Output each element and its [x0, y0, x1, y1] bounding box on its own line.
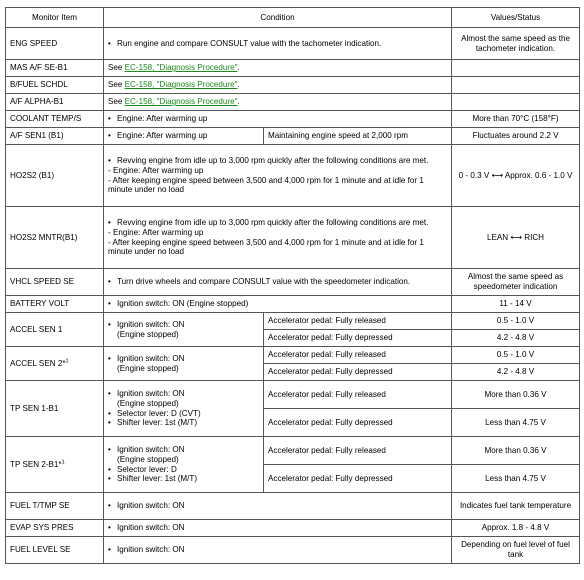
- value-cell: Almost the same speed as the tachometer indication.: [452, 28, 580, 60]
- value-cell: More than 70°C (158°F): [452, 111, 580, 128]
- table-row: [6, 537, 580, 564]
- monitor-item: TP SEN 2-B1*: [10, 459, 62, 469]
- value-cell: Fluctuates around 2.2 V: [452, 128, 580, 145]
- condition-text: • Selector lever: D (CVT): [108, 409, 259, 419]
- sub-condition-cell: Accelerator pedal: Fully released: [264, 313, 452, 330]
- condition-text: • Ignition switch: ON: [108, 389, 259, 399]
- value-cell: 4.2 - 4.8 V: [452, 364, 580, 381]
- sub-condition-cell: Accelerator pedal: Fully released: [264, 347, 452, 364]
- value-cell: 0.5 - 1.0 V: [452, 347, 580, 364]
- monitor-item: ACCEL SEN 2*: [10, 358, 66, 368]
- table-row: [6, 60, 580, 77]
- condition-text: • Ignition switch: ON: [108, 445, 259, 455]
- table-row: [6, 207, 580, 269]
- value-cell: Less than 4.75 V: [452, 409, 580, 437]
- period-text: .: [237, 80, 240, 90]
- table-row: [6, 111, 580, 128]
- table-row: [6, 381, 580, 409]
- condition-text: • Run engine and compare CONSULT value with the tachometer indication.: [108, 39, 447, 49]
- period-text: .: [237, 63, 240, 73]
- value-cell: [452, 94, 580, 111]
- value-cell: 0.5 - 1.0 V: [452, 313, 580, 330]
- condition-cell: [104, 296, 452, 313]
- condition-text: - After keeping engine speed between 3,500 and 4,000 rpm for 1 minute and at idle for 1 minute under no load: [108, 175, 424, 195]
- condition-cell: [104, 77, 452, 94]
- sub-condition-cell: Maintaining engine speed at 2,000 rpm: [264, 128, 452, 145]
- condition-cell: [104, 207, 452, 269]
- see-text: See: [108, 97, 125, 107]
- value-cell: Almost the same speed as speedometer indication: [452, 269, 580, 296]
- monitor-item: COOLANT TEMP/S: [6, 111, 104, 128]
- table-row: [6, 493, 580, 520]
- condition-text: • Engine: After warming up: [108, 131, 259, 141]
- monitor-item: MAS A/F SE-B1: [6, 60, 104, 77]
- condition-cell: [104, 493, 452, 520]
- condition-subtext: Engine: After warming up: [112, 165, 204, 175]
- condition-text: • Ignition switch: ON: [108, 545, 447, 555]
- footnote-mark: 1: [61, 458, 65, 465]
- monitor-item: ACCEL SEN 1: [6, 313, 104, 347]
- diagnosis-procedure-link[interactable]: EC-158, "Diagnosis Procedure": [124, 80, 238, 90]
- value-cell: Approx. 1.8 - 4.8 V: [452, 520, 580, 537]
- diagnosis-procedure-link[interactable]: EC-158, "Diagnosis Procedure": [124, 63, 238, 73]
- table-row: [6, 313, 580, 330]
- sub-condition-cell: Accelerator pedal: Fully depressed: [264, 364, 452, 381]
- table-row: [6, 520, 580, 537]
- condition-cell: [104, 437, 264, 493]
- condition-cell: [104, 28, 452, 60]
- condition-text: • Revving engine from idle up to 3,000 rpm quickly after the following conditions are met.: [108, 218, 447, 228]
- condition-subtext: After keeping engine speed between 3,500 and 4,000 rpm for 1 minute and at idle for 1 minute under no load: [108, 175, 424, 195]
- condition-subtext: (Engine stopped): [117, 398, 179, 408]
- value-cell: More than 0.36 V: [452, 437, 580, 465]
- condition-text: • Revving engine from idle up to 3,000 rpm quickly after the following conditions are met.: [108, 156, 447, 166]
- sub-condition-cell: Accelerator pedal: Fully depressed: [264, 409, 452, 437]
- value-cell: LEAN ⟷ RICH: [452, 207, 580, 269]
- condition-text: • Engine: After warming up: [108, 114, 447, 124]
- condition-text: • Turn drive wheels and compare CONSULT value with the speedometer indication.: [108, 277, 447, 287]
- condition-cell: [104, 347, 264, 381]
- condition-cell: [104, 60, 452, 77]
- table-row: [6, 77, 580, 94]
- condition-subtext: After keeping engine speed between 3,500 and 4,000 rpm for 1 minute and at idle for 1 minute under no load: [108, 237, 424, 257]
- monitor-item: B/FUEL SCHDL: [6, 77, 104, 94]
- condition-text: • Ignition switch: ON: [108, 354, 259, 364]
- condition-subtext: (Engine stopped): [117, 363, 179, 373]
- sub-condition-cell: Accelerator pedal: Fully depressed: [264, 465, 452, 493]
- condition-cell: [104, 145, 452, 207]
- diagnosis-procedure-link[interactable]: EC-158, "Diagnosis Procedure": [124, 97, 238, 107]
- condition-cell: [104, 537, 452, 564]
- value-cell: 4.2 - 4.8 V: [452, 330, 580, 347]
- condition-text: • Shifter lever: 1st (M/T): [108, 418, 259, 428]
- table-row: [6, 347, 580, 364]
- condition-text: • Selector lever: D: [108, 465, 259, 475]
- condition-cell: [104, 381, 264, 437]
- condition-cell: [104, 94, 452, 111]
- monitor-item: EVAP SYS PRES: [6, 520, 104, 537]
- condition-text: - Engine: After warming up: [108, 227, 204, 237]
- table-header-row: [6, 8, 580, 28]
- value-cell: Indicates fuel tank temperature: [452, 493, 580, 520]
- table-row: [6, 296, 580, 313]
- value-cell: [452, 60, 580, 77]
- table-row: [6, 28, 580, 60]
- monitor-item-cell: [6, 437, 104, 493]
- sub-condition-cell: Accelerator pedal: Fully depressed: [264, 330, 452, 347]
- condition-cell: [104, 520, 452, 537]
- sub-condition-cell: Accelerator pedal: Fully released: [264, 381, 452, 409]
- header-condition: Condition: [104, 8, 452, 28]
- condition-text: • Ignition switch: ON: [108, 501, 447, 511]
- value-cell: Depending on fuel level of fuel tank: [452, 537, 580, 564]
- condition-cell: [104, 313, 264, 347]
- header-values-status: Values/Status: [452, 8, 580, 28]
- value-cell: 11 - 14 V: [452, 296, 580, 313]
- condition-cell: [104, 128, 264, 145]
- see-text: See: [108, 80, 125, 90]
- monitor-item: TP SEN 1-B1: [6, 381, 104, 437]
- condition-text: - After keeping engine speed between 3,500 and 4,000 rpm for 1 minute and at idle for 1 minute under no load: [108, 237, 424, 257]
- monitor-item-table: [5, 7, 580, 564]
- monitor-item: BATTERY VOLT: [6, 296, 104, 313]
- table-row: [6, 269, 580, 296]
- condition-cell: [104, 111, 452, 128]
- condition-text: • Ignition switch: ON (Engine stopped): [108, 299, 447, 309]
- table-row: [6, 128, 580, 145]
- monitor-item: VHCL SPEED SE: [6, 269, 104, 296]
- monitor-item: HO2S2 MNTR(B1): [6, 207, 104, 269]
- monitor-item-cell: [6, 347, 104, 381]
- monitor-item: FUEL LEVEL SE: [6, 537, 104, 564]
- table-row: [6, 145, 580, 207]
- condition-text: • Ignition switch: ON: [108, 320, 259, 330]
- monitor-item: A/F ALPHA-B1: [6, 94, 104, 111]
- footnote-mark: 1: [65, 357, 69, 364]
- value-cell: [452, 77, 580, 94]
- sub-condition-cell: Accelerator pedal: Fully released: [264, 437, 452, 465]
- condition-text: • Shifter lever: 1st (M/T): [108, 474, 259, 484]
- condition-subtext: (Engine stopped): [117, 329, 179, 339]
- value-cell: Less than 4.75 V: [452, 465, 580, 493]
- monitor-item: HO2S2 (B1): [6, 145, 104, 207]
- see-text: See: [108, 63, 125, 73]
- condition-text: - Engine: After warming up: [108, 165, 204, 175]
- condition-subtext: (Engine stopped): [117, 454, 179, 464]
- value-cell: More than 0.36 V: [452, 381, 580, 409]
- table-row: [6, 437, 580, 465]
- monitor-item: FUEL T/TMP SE: [6, 493, 104, 520]
- monitor-item: A/F SEN1 (B1): [6, 128, 104, 145]
- header-monitor-item: Monitor Item: [6, 8, 104, 28]
- value-cell: 0 - 0.3 V ⟷ Approx. 0.6 - 1.0 V: [452, 145, 580, 207]
- condition-cell: [104, 269, 452, 296]
- condition-subtext: Engine: After warming up: [112, 227, 204, 237]
- period-text: .: [237, 97, 240, 107]
- condition-text: • Ignition switch: ON: [108, 523, 447, 533]
- monitor-item: ENG SPEED: [6, 28, 104, 60]
- table-row: [6, 94, 580, 111]
